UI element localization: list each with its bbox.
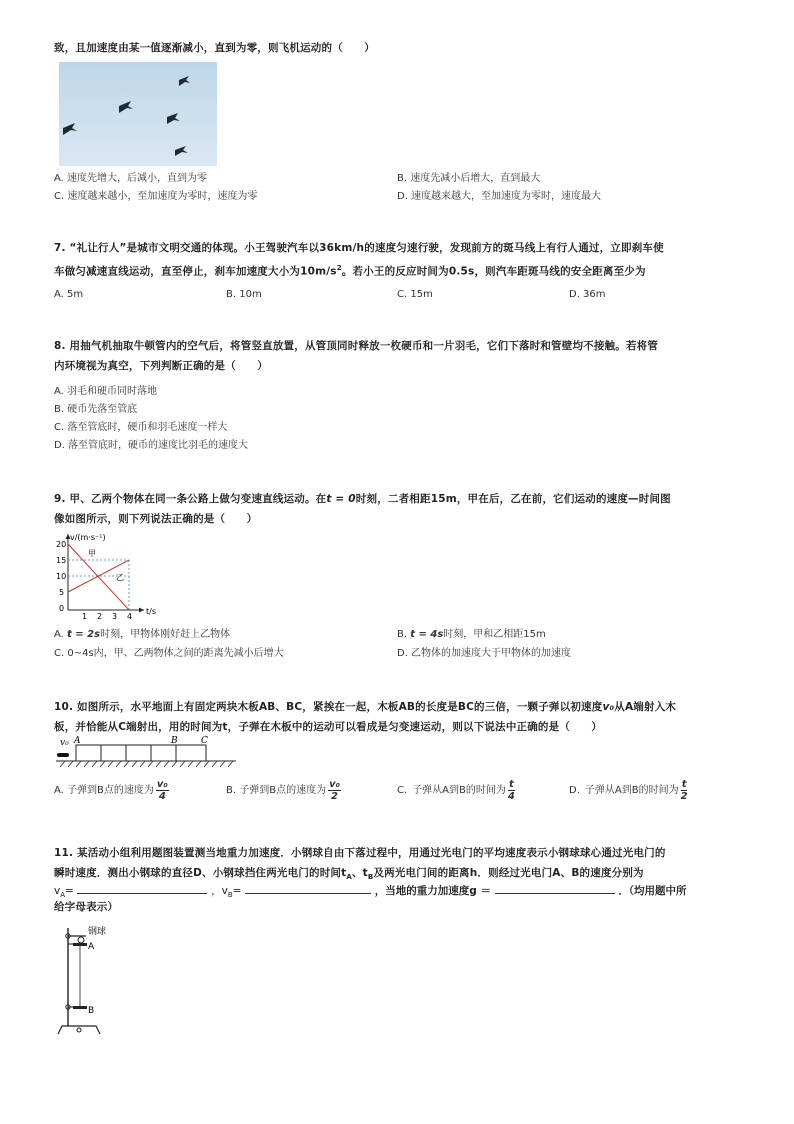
- label-ball: 钢球: [88, 927, 107, 937]
- q8-option-d: D. 落至管底时，硬币的速度比羽毛的速度大: [54, 440, 249, 451]
- q9-option-b: B. t = 4s时刻，甲和乙相距15m: [397, 629, 546, 640]
- q9-option-c: C. 0~4s内，甲、乙两物体之间的距离先减小后增大: [54, 648, 284, 659]
- q7-option-c: C. 15m: [397, 289, 433, 300]
- xtick-4: 4: [127, 612, 133, 620]
- label-b: B: [171, 736, 178, 746]
- q7-line2: 车做匀减速直线运动，直至停止，刹车加速度大小为$10m/s^2$。若小王的反应时间为0.5s，则汽车距斑马线的安全距离至少为: [54, 264, 646, 278]
- answer-blank-vb[interactable]: [245, 881, 371, 894]
- xtick-2: 2: [97, 612, 103, 620]
- label-a: A: [74, 736, 81, 746]
- q10-line2: 板，并恰能从C端射出，用的时间为t，子弹在木板中的运动可以看成是匀变速运动，则以下说法中正确的是（ ）: [54, 721, 603, 733]
- q11-line2: 瞬时速度．测出小钢球的直径D、小钢球挡住两光电门的时间$t_A$、$t_B$及两光电门间的距离h．则经过光电门A、B的速度分别为: [54, 867, 644, 882]
- answer-blank-va[interactable]: [77, 881, 207, 894]
- bullet-icon: [57, 753, 69, 757]
- board-bc: [176, 745, 206, 761]
- ytick-20: 20: [56, 540, 67, 549]
- q9-line1: 9. 甲、乙两个物体在同一条公路上做匀变速直线运动。在t = 0时刻，二者相距15m，甲在后，乙在前，它们运动的速度—时间图: [54, 493, 671, 505]
- label-a: A: [88, 942, 95, 952]
- q9-line2: 像如图所示，则下列说法正确的是（ ）: [54, 513, 258, 525]
- steel-ball-icon: [78, 937, 84, 943]
- label-c: C: [201, 736, 208, 746]
- q9-option-d: D. 乙物体的加速度大于甲物体的加速度: [397, 648, 572, 659]
- q9-option-a: A. t = 2s时刻，甲物体刚好赶上乙物体: [54, 629, 231, 640]
- q11-line3: $v_A=$ ，$v_B=$ ，当地的重力加速度g ＝ ．（均用题中所: [54, 881, 687, 904]
- q9-vt-graph: [56, 530, 166, 620]
- ytick-15: 15: [56, 556, 67, 565]
- q6-option-d: D. 速度越来越大，至加速度为零时，速度最大: [397, 191, 602, 202]
- q8-line2: 内环境视为真空，下列判断正确的是（ ）: [54, 360, 268, 372]
- q10-option-c: C. 子弹从A到B的时间为 t 4: [397, 779, 515, 802]
- ytick-0: 0: [59, 604, 65, 613]
- photogate-a: [73, 943, 87, 946]
- ytick-5: 5: [59, 588, 65, 597]
- label-yi: 乙: [116, 573, 124, 582]
- ytick-10: 10: [56, 572, 67, 581]
- q6-option-c: C. 速度越来越小，至加速度为零时，速度为零: [54, 191, 258, 202]
- jets-photo: [59, 62, 217, 166]
- q11-line4: 给字母表示）: [54, 901, 119, 913]
- q8-line1: 8. 用抽气机抽取牛顿管内的空气后，将管竖直放置，从管顶同时释放一枚硬币和一片羽毛，它们下落时和管壁均不接触。若将管: [54, 340, 659, 352]
- q6-option-a: A. 速度先增大，后减小，直到为零: [54, 173, 208, 184]
- q8-option-a: A. 羽毛和硬币同时落地: [54, 386, 158, 397]
- q6-stem-tail: 致，且加速度由某一值逐渐减小，直到为零，则飞机运动的（ ）: [54, 42, 375, 54]
- q10-option-d: D. 子弹从A到B的时间为 t 2: [569, 779, 688, 802]
- q10-board-figure: [56, 733, 238, 773]
- answer-blank-g[interactable]: [495, 881, 615, 894]
- jets-icon: [59, 62, 217, 166]
- q7-option-a: A. 5m: [54, 289, 84, 300]
- q10-option-b: B. 子弹到B点的速度为 v₀ 2: [226, 779, 340, 802]
- stand-base: [58, 1026, 100, 1034]
- label-jia: 甲: [88, 549, 96, 558]
- label-v0: v₀: [60, 738, 69, 748]
- q7-option-b: B. 10m: [226, 289, 262, 300]
- label-b: B: [88, 1006, 95, 1016]
- xtick-1: 1: [82, 612, 88, 620]
- xtick-3: 3: [112, 612, 118, 620]
- q8-option-b: B. 硬币先落至管底: [54, 404, 138, 415]
- q7-line1: 7. “礼让行人”是城市文明交通的体现。小王驾驶汽车以36km/h的速度匀速行驶，发现前方的斑马线上有行人通过，立即刹车使: [54, 242, 664, 254]
- photogate-b: [73, 1006, 87, 1009]
- q11-line1: 11. 某活动小组利用题图装置测当地重力加速度．小钢球自由下落过程中，用通过光电门的平均速度表示小钢球球心通过光电门的: [54, 847, 666, 859]
- q6-option-b: B. 速度先减小后增大，直到最大: [397, 173, 541, 184]
- q10-option-a: A. 子弹到B点的速度为 v₀ 4: [54, 779, 168, 802]
- y-axis-label: v/(m·s⁻¹): [70, 533, 106, 542]
- q11-apparatus-figure: [56, 922, 146, 1042]
- x-axis-label: t/s: [146, 607, 156, 616]
- q7-option-d: D. 36m: [569, 289, 606, 300]
- q10-line1: 10. 如图所示，水平地面上有固定两块木板AB、BC，紧挨在一起，木板AB的长度是BC的三倍，一颗子弹以初速度v₀从A端射入木: [54, 701, 677, 713]
- q8-option-c: C. 落至管底时，硬币和羽毛速度一样大: [54, 422, 228, 433]
